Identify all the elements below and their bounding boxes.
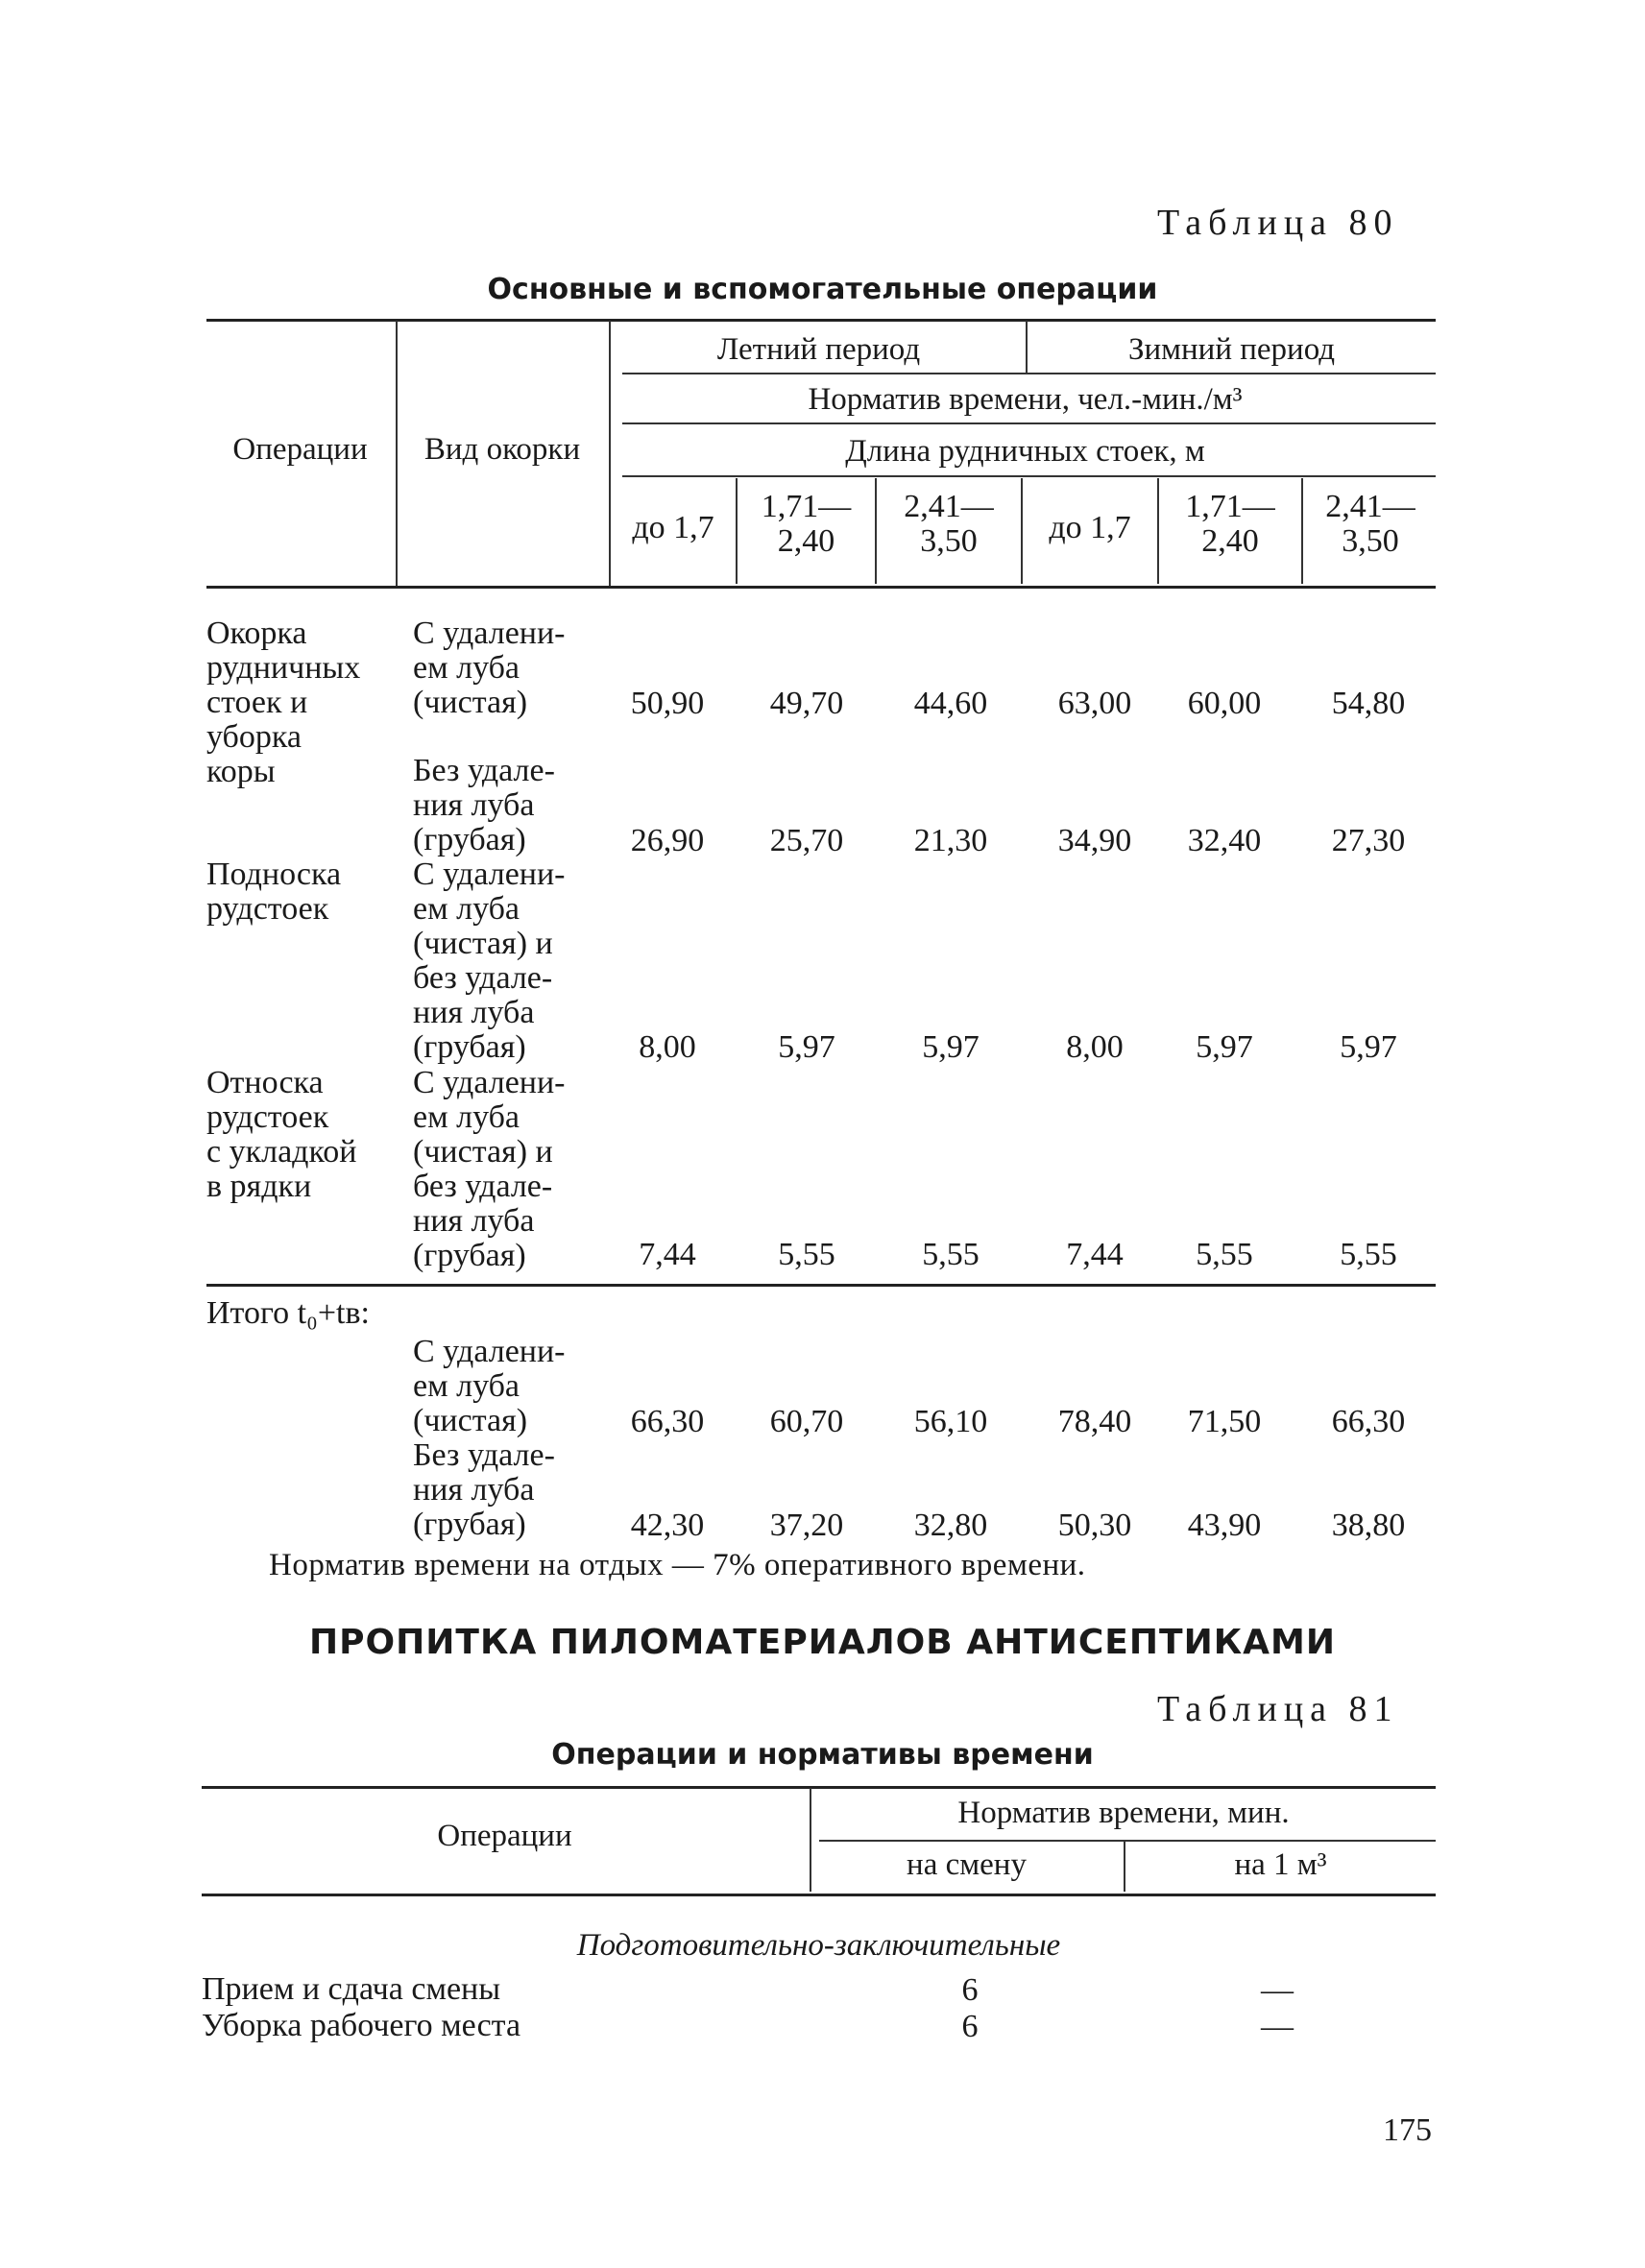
row-1-value-1: 50,90 bbox=[630, 686, 705, 721]
table-81-row-2-m3: — bbox=[1261, 2009, 1294, 2044]
header-len-4: до 1,7 bbox=[1049, 510, 1131, 545]
total-1-value-2: 60,70 bbox=[769, 1404, 844, 1439]
table-81-top-rule bbox=[202, 1786, 1436, 1789]
rest-time-note: Норматив времени на отдых — 7% оперативного времени. bbox=[269, 1548, 1086, 1582]
row-1-type: С удалени- ем луба (чистая) bbox=[413, 615, 566, 720]
row-4-value-4: 7,44 bbox=[1066, 1237, 1124, 1272]
page-number: 175 bbox=[1383, 2112, 1432, 2148]
total-1-type: С удалени- ем луба (чистая) bbox=[413, 1334, 566, 1438]
row-2-type: Без удале- ния луба (грубая) bbox=[413, 753, 555, 857]
row-2-value-2: 25,70 bbox=[769, 823, 844, 858]
table-81-title: Операции и нормативы времени bbox=[551, 1738, 1094, 1772]
row-4-type: С удалени- ем луба (чистая) и без удале- ния луба (грубая) bbox=[413, 1065, 566, 1273]
total-1-value-5: 71,50 bbox=[1187, 1404, 1262, 1439]
header-rule-1 bbox=[622, 373, 1436, 374]
row-3-value-5: 5,97 bbox=[1196, 1029, 1253, 1065]
row-4-value-1: 7,44 bbox=[639, 1237, 696, 1272]
table-81-header-operations: Операции bbox=[437, 1819, 572, 1853]
header-len-6: 2,41— 3,50 bbox=[1325, 489, 1415, 559]
row-1-value-3: 44,60 bbox=[913, 686, 988, 721]
header-len-5: 1,71— 2,40 bbox=[1185, 489, 1275, 559]
table-80-title: Основные и вспомогательные операции bbox=[487, 273, 1158, 306]
table-81-row-2-operation: Уборка рабочего места bbox=[202, 2008, 521, 2043]
total-2-type: Без удале- ния луба (грубая) bbox=[413, 1437, 555, 1542]
table-80-body-bottom-rule bbox=[206, 1284, 1436, 1287]
total-2-value-1: 42,30 bbox=[630, 1508, 705, 1543]
row-4-value-6: 5,55 bbox=[1340, 1237, 1397, 1272]
header-len-1: до 1,7 bbox=[632, 510, 714, 545]
total-2-value-6: 38,80 bbox=[1331, 1508, 1406, 1543]
table-80-top-rule bbox=[206, 319, 1436, 322]
header-bottom-rule bbox=[206, 586, 1436, 589]
row-3-value-1: 8,00 bbox=[639, 1029, 696, 1065]
row-4-value-2: 5,55 bbox=[778, 1237, 835, 1272]
row-2-value-1: 26,90 bbox=[630, 823, 705, 858]
row-3-type: С удалени- ем луба (чистая) и без удале- ния луба (грубая) bbox=[413, 857, 566, 1065]
table-81-header-per-m3: на 1 м³ bbox=[1234, 1847, 1327, 1882]
header-rule-2 bbox=[622, 422, 1436, 424]
table-80-caption: Таблица 80 bbox=[1157, 203, 1399, 243]
row-3-value-6: 5,97 bbox=[1340, 1029, 1397, 1065]
row-1-value-4: 63,00 bbox=[1057, 686, 1132, 721]
header-norm: Норматив времени, чел.-мин./м³ bbox=[808, 382, 1243, 417]
table-81-row-1-shift: 6 bbox=[961, 1972, 979, 2008]
row-4-operation: Относка рудстоек с укладкой в рядки bbox=[206, 1065, 357, 1204]
row-2-value-4: 34,90 bbox=[1057, 823, 1132, 858]
header-len-3: 2,41— 3,50 bbox=[904, 489, 994, 559]
row-3-value-3: 5,97 bbox=[922, 1029, 980, 1065]
header-winter: Зимний период bbox=[1127, 332, 1336, 367]
row-4-value-3: 5,55 bbox=[922, 1237, 980, 1272]
row-2-value-5: 32,40 bbox=[1187, 823, 1262, 858]
total-2-value-2: 37,20 bbox=[769, 1508, 844, 1543]
header-type: Вид окорки bbox=[423, 432, 581, 467]
row-1-value-6: 54,80 bbox=[1331, 686, 1406, 721]
row-3-operation: Подноска рудстоек bbox=[206, 857, 342, 927]
section-heading: ПРОПИТКА ПИЛОМАТЕРИАЛОВ АНТИСЕПТИКАМИ bbox=[309, 1623, 1336, 1662]
total-2-value-3: 32,80 bbox=[913, 1508, 988, 1543]
row-1-value-5: 60,00 bbox=[1187, 686, 1262, 721]
row-4-value-5: 5,55 bbox=[1196, 1237, 1253, 1272]
total-2-value-5: 43,90 bbox=[1187, 1508, 1262, 1543]
total-1-value-1: 66,30 bbox=[630, 1404, 705, 1439]
total-1-value-6: 66,30 bbox=[1331, 1404, 1406, 1439]
table-81-row-2-shift: 6 bbox=[961, 2009, 979, 2044]
row-3-value-2: 5,97 bbox=[778, 1029, 835, 1065]
col-divider-type bbox=[609, 321, 611, 586]
row-2-value-6: 27,30 bbox=[1331, 823, 1406, 858]
header-operations: Операции bbox=[232, 432, 368, 467]
table-81-header-norm: Норматив времени, мин. bbox=[957, 1796, 1290, 1830]
table-81-header-per-shift: на смену bbox=[907, 1847, 1027, 1882]
total-label: Итого t₀+tв: bbox=[206, 1295, 370, 1331]
row-2-value-3: 21,30 bbox=[913, 823, 988, 858]
group-heading: Подготовительно-заключительные bbox=[576, 1928, 1061, 1963]
total-2-value-4: 50,30 bbox=[1057, 1508, 1132, 1543]
table-81-row-1-operation: Прием и сдача смены bbox=[202, 1971, 501, 2007]
header-length: Длина рудничных стоек, м bbox=[845, 434, 1205, 469]
table-81-header-rule bbox=[819, 1840, 1436, 1842]
table-81-row-1-m3: — bbox=[1261, 1972, 1294, 2008]
row-3-value-4: 8,00 bbox=[1066, 1029, 1124, 1065]
header-len-2: 1,71— 2,40 bbox=[761, 489, 852, 559]
total-1-value-4: 78,40 bbox=[1057, 1404, 1132, 1439]
header-rule-3 bbox=[622, 475, 1436, 477]
row-1-operation: Окорка рудничных стоек и уборка коры bbox=[206, 615, 361, 789]
total-1-value-3: 56,10 bbox=[913, 1404, 988, 1439]
header-summer: Летний период bbox=[716, 332, 921, 367]
row-1-value-2: 49,70 bbox=[769, 686, 844, 721]
table-81-caption: Таблица 81 bbox=[1157, 1689, 1399, 1729]
table-81-header-bottom-rule bbox=[202, 1894, 1436, 1896]
